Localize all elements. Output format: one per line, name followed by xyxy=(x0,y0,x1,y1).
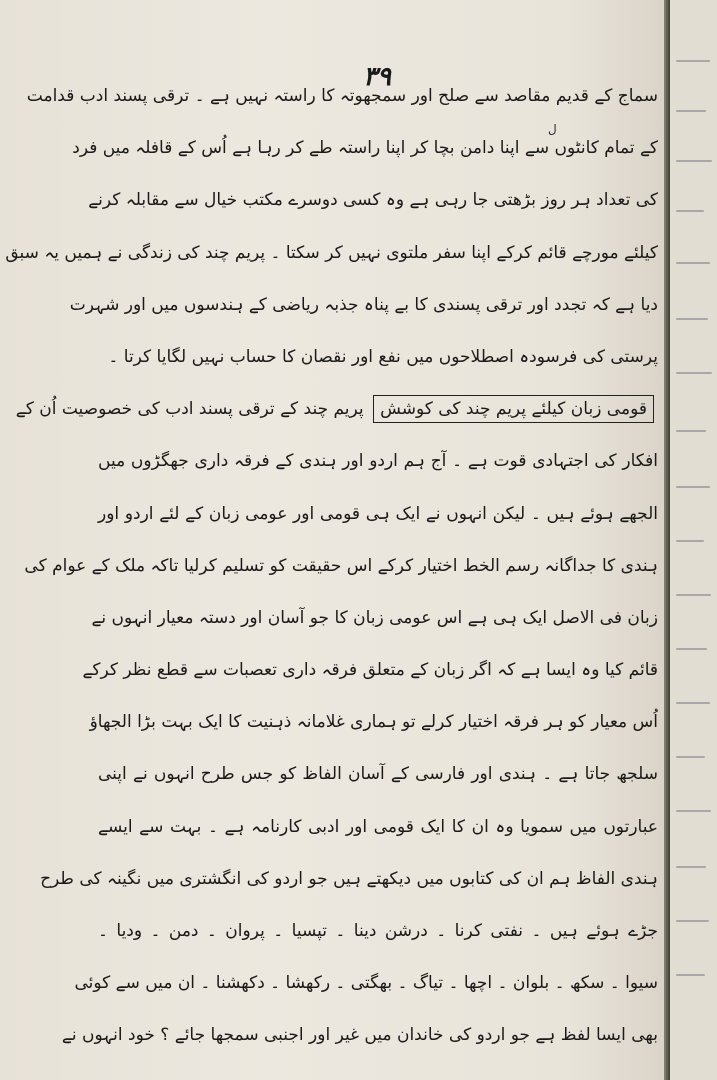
text-line: بھی ایسا لفظ ہے جو اردو کی خاندان میں غیر اور اجنبی سمجھا جائے ؟ خود انہوں نے xyxy=(61,1025,658,1046)
text-line: سیوا ۔ سکھ ۔ بلوان ۔ اچھا ۔ تیاگ ۔ بھگتی ۔ رکھشا ۔ دکھشنا ۔ ان میں سے کوئی xyxy=(74,973,658,994)
text-line: اُس معیار کو ہر فرقہ اختیار کرلے تو ہماری غلامانہ ذہنیت کا ایک بہت بڑا الجھاؤ xyxy=(89,712,658,733)
text-line: پرستی کی فرسودہ اصطلاحوں میں نفع اور نقصان کا حساب نہیں لگایا کرتا ۔ xyxy=(108,346,658,367)
text-line-with-heading xyxy=(15,383,658,435)
text-line: کی تعداد ہر روز بڑھتی جا رہی ہے وہ کسی دوسرے مکتب خیال سے مقابلہ کرنے xyxy=(88,190,658,211)
text-line: کے تمام کانٹوں سے اپنا دامن بچا کر اپنا راستہ طے کر رہا ہے اُس کے قافلہ میں فرد xyxy=(72,138,658,159)
adjacent-page-edge xyxy=(670,0,717,1080)
text-line: قائم کیا وہ ایسا ہے کہ اگر زبان کے متعلق فرقہ داری تعصبات سے قطع نظر کرکے xyxy=(82,660,658,681)
text-line: جڑے ہوئے ہیں ۔ نفتی کرنا ۔ درشن دینا ۔ تپسیا ۔ پروان ۔ دمن ۔ ودیا ۔ xyxy=(98,921,658,941)
boxed-side-heading: قومی زبان کیلئے پریم چند کی کوشش xyxy=(373,395,654,423)
text-line: عبارتوں میں سمویا وہ ان کا ایک قومی اور ادبی کارنامہ ہے ۔ بہت سے ایسے xyxy=(98,816,658,837)
body-text xyxy=(5,70,658,1062)
text-line: کیلئے مورچے قائم کرکے اپنا سفر ملتوی نہیں کر سکتا ۔ پریم چند کی زندگی نے ہمیں یہ سبق xyxy=(5,242,658,263)
page-number: ۳۹ xyxy=(363,62,391,92)
text-line: پریم چند کے ترقی پسند ادب کی خصوصیت اُن کے xyxy=(15,399,364,420)
text-line: ہندی کا جداگانہ رسم الخط اختیار کرکے اس حقیقت کو تسلیم کرلیا تاکہ ملک کے عوام کی xyxy=(24,555,658,576)
text-line: زبان فی الاصل ایک ہی ہے اس عومی زبان کا جو آسان اور دستہ معیار انہوں نے xyxy=(91,607,658,628)
text-line: الجھے ہوئے ہیں ۔ لیکن انہوں نے ایک ہی قومی اور عومی زبان کے لئے اردو اور xyxy=(98,503,658,524)
text-line: دیا ہے کہ تجدد اور ترقی پسندی کا بے پناہ جذبہ ریاضی کے ہندسوں میں اور شہرت xyxy=(69,294,658,315)
text-line: سماج کے قدیم مقاصد سے صلح اور سمجھوتہ کا راستہ نہیں ہے ۔ ترقی پسند ادب قدامت xyxy=(26,86,658,106)
text-line: سلجھ جاتا ہے ۔ ہندی اور فارسی کے آسان الفاظ کو جس طرح انہوں نے اپنی xyxy=(98,764,658,785)
margin-note: ل xyxy=(548,122,557,136)
text-line: ہندی الفاظ ہم ان کی کتابوں میں دیکھتے ہیں جو اردو کی انگشتری میں نگینہ کی طرح xyxy=(40,868,658,889)
text-line: افکار کی اجتہادی قوت ہے ۔ آج ہم اردو اور ہندی کے فرقہ داری جھگڑوں میں xyxy=(98,451,658,472)
